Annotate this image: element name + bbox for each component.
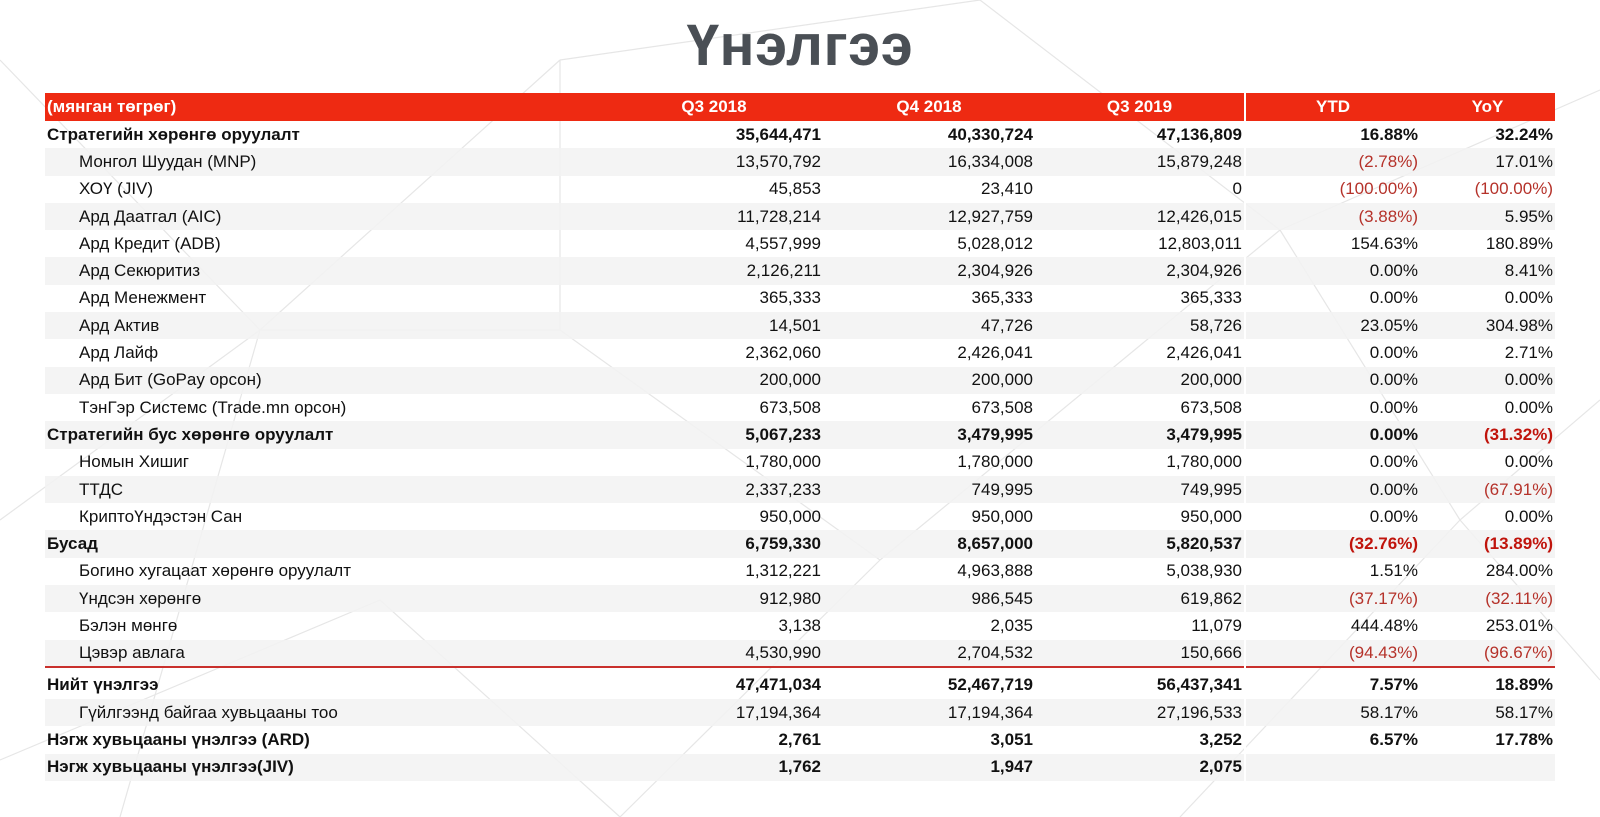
cell-yoy: 18.89%	[1420, 667, 1555, 699]
cell-q3-2019: 5,820,537	[1035, 530, 1245, 557]
table-row	[45, 394, 1555, 421]
cell-q3-2018: 45,853	[769, 179, 821, 199]
valuation-table	[45, 93, 1555, 781]
cell-q4-2018: 1,780,000	[957, 452, 1033, 472]
cell-q3-2019: 5,038,930	[1166, 561, 1242, 581]
cell-q4-2018: 16,334,008	[823, 148, 1035, 175]
cell-ytd: 16.88%	[1245, 121, 1420, 148]
cell-q3-2019: 58,726	[1035, 312, 1245, 339]
row-label: Ард Бит (GoPay орсон)	[45, 367, 605, 394]
table-row	[45, 203, 1555, 230]
cell-yoy: (67.91%)	[1420, 476, 1555, 503]
table-header	[45, 93, 1555, 121]
cell-q3-2018: 3,138	[778, 615, 821, 635]
page-title: Үнэлгээ	[686, 13, 914, 78]
cell-q4-2018: 47,726	[823, 312, 1035, 339]
cell-yoy: (100.00%)	[1474, 179, 1553, 199]
cell-q3-2018: 47,471,034	[605, 667, 823, 699]
cell-ytd: 1.51%	[1245, 558, 1420, 585]
table-row	[45, 148, 1555, 175]
cell-yoy: 180.89%	[1485, 233, 1553, 253]
row-label: Ард Лайф	[79, 343, 159, 363]
cell-ytd: (94.43%)	[1245, 640, 1420, 667]
cell-ytd: 0.00%	[1245, 367, 1420, 394]
table-row	[45, 558, 1555, 585]
header-yoy: YoY	[1471, 97, 1504, 116]
cell-q4-2018: 3,051	[990, 729, 1033, 749]
table-row	[45, 339, 1555, 366]
table-row	[45, 585, 1555, 612]
cell-q3-2018: 13,570,792	[605, 148, 823, 175]
row-label: Стратегийн бус хөрөнгө оруулалт	[45, 421, 605, 448]
cell-ytd: 0.00%	[1245, 421, 1420, 448]
cell-q3-2018: 912,980	[605, 585, 823, 612]
row-label: Ард Кредит (ADB)	[79, 233, 221, 253]
header-q3-2019: Q3 2019	[1106, 97, 1173, 116]
cell-q4-2018: 2,304,926	[823, 257, 1035, 284]
cell-q4-2018: 12,927,759	[823, 203, 1035, 230]
cell-ytd: 0.00%	[1245, 503, 1420, 530]
cell-q3-2019: 619,862	[1035, 585, 1245, 612]
cell-ytd: 0.00%	[1245, 339, 1420, 366]
row-label: Номын Хишиг	[79, 452, 189, 472]
cell-q3-2019: 0	[1232, 179, 1242, 199]
cell-ytd: (3.88%)	[1245, 203, 1420, 230]
table-row	[45, 699, 1555, 726]
valuation-table-container	[45, 93, 1555, 781]
row-label: Ард Даатгал (AIC)	[45, 203, 605, 230]
cell-q3-2019: 47,136,809	[1156, 124, 1242, 144]
cell-yoy: 32.24%	[1495, 124, 1553, 144]
cell-q3-2018: 17,194,364	[605, 699, 823, 726]
row-label: Цэвэр авлага	[45, 640, 605, 667]
cell-yoy: 17.78%	[1495, 729, 1553, 749]
table-row	[45, 503, 1555, 530]
cell-q3-2019: 15,879,248	[1035, 148, 1245, 175]
cell-q3-2018: 673,508	[759, 397, 821, 417]
cell-ytd: 0.00%	[1245, 449, 1420, 476]
cell-ytd: 444.48%	[1245, 612, 1420, 639]
cell-ytd: 0.00%	[1245, 257, 1420, 284]
cell-yoy: 0.00%	[1420, 367, 1555, 394]
header-row	[45, 93, 1555, 121]
cell-q4-2018: 2,704,532	[823, 640, 1035, 667]
cell-q4-2018: 1,947	[823, 754, 1035, 781]
cell-q3-2018: 4,557,999	[745, 233, 821, 253]
cell-q4-2018: 749,995	[823, 476, 1035, 503]
table-row	[45, 754, 1555, 781]
table-row	[45, 285, 1555, 312]
cell-ytd: 23.05%	[1245, 312, 1420, 339]
header-ytd: YTD	[1245, 93, 1420, 121]
cell-q4-2018: 17,194,364	[823, 699, 1035, 726]
cell-q4-2018: 40,330,724	[947, 124, 1033, 144]
table-row	[45, 367, 1555, 394]
row-label: Нэгж хувьцааны үнэлгээ(JIV)	[45, 754, 605, 781]
table-row	[45, 667, 1555, 699]
cell-q3-2019: 749,995	[1035, 476, 1245, 503]
cell-q3-2018: 950,000	[759, 506, 821, 526]
cell-ytd: (37.17%)	[1245, 585, 1420, 612]
row-label: Ард Секюритиз	[45, 257, 605, 284]
cell-q4-2018: 200,000	[823, 367, 1035, 394]
table-row	[45, 257, 1555, 284]
cell-q4-2018: 950,000	[971, 506, 1033, 526]
row-label: Стратегийн хөрөнгө оруулалт	[47, 124, 300, 144]
table-row	[45, 726, 1555, 753]
row-label: КриптоҮндэстэн Сан	[79, 506, 243, 526]
row-label: ТэнГэр Системс (Trade.mn орсон)	[79, 397, 347, 417]
cell-q3-2018: 365,333	[759, 288, 821, 308]
cell-q3-2019: 365,333	[1180, 288, 1242, 308]
cell-ytd: (32.76%)	[1245, 530, 1420, 557]
cell-q4-2018: 673,508	[971, 397, 1033, 417]
cell-yoy: 8.41%	[1420, 257, 1555, 284]
cell-q4-2018: 4,963,888	[957, 561, 1033, 581]
cell-yoy: 284.00%	[1485, 561, 1553, 581]
cell-ytd: 7.57%	[1245, 667, 1420, 699]
cell-q3-2018: 5,067,233	[605, 421, 823, 448]
cell-q3-2019: 2,075	[1035, 754, 1245, 781]
cell-q3-2018: 2,362,060	[745, 343, 821, 363]
cell-yoy: 17.01%	[1420, 148, 1555, 175]
cell-q3-2018: 1,762	[605, 754, 823, 781]
row-label: Ард Актив	[45, 312, 605, 339]
cell-yoy: (32.11%)	[1420, 585, 1555, 612]
cell-q3-2019: 12,426,015	[1035, 203, 1245, 230]
cell-yoy	[1420, 754, 1555, 781]
row-label: Ард Менежмент	[79, 288, 207, 308]
row-label: Бусад	[45, 530, 605, 557]
row-label: Монгол Шуудан (MNP)	[45, 148, 605, 175]
header-q4-2018: Q4 2018	[896, 97, 962, 116]
row-label: Гүйлгээнд байгаа хувьцааны тоо	[45, 699, 605, 726]
cell-yoy: (13.89%)	[1420, 530, 1555, 557]
table-row	[45, 530, 1555, 557]
cell-q4-2018: 2,426,041	[957, 343, 1033, 363]
table-row	[45, 476, 1555, 503]
cell-q3-2018: 1,780,000	[745, 452, 821, 472]
row-label: Нэгж хувьцааны үнэлгээ (ARD)	[47, 729, 310, 749]
row-label: ТТДС	[45, 476, 605, 503]
cell-ytd: 0.00%	[1245, 476, 1420, 503]
cell-ytd: 154.63%	[1245, 230, 1420, 257]
cell-yoy: 0.00%	[1504, 452, 1553, 472]
cell-q3-2018: 11,728,214	[605, 203, 823, 230]
cell-q3-2019: 673,508	[1180, 397, 1242, 417]
row-label: Бэлэн мөнгө	[79, 615, 178, 635]
row-label: Үндсэн хөрөнгө	[45, 585, 605, 612]
cell-q3-2019: 11,079	[1191, 615, 1242, 635]
table-row	[45, 176, 1555, 203]
cell-q4-2018: 23,410	[981, 179, 1033, 199]
cell-q3-2019: 150,666	[1035, 640, 1245, 667]
cell-q3-2018: 1,312,221	[745, 561, 821, 581]
cell-q3-2019: 950,000	[1180, 506, 1242, 526]
cell-yoy: 58.17%	[1420, 699, 1555, 726]
cell-yoy: 0.00%	[1504, 397, 1553, 417]
cell-q4-2018: 5,028,012	[957, 233, 1033, 253]
cell-ytd: 0.00%	[1245, 285, 1420, 312]
table-row	[45, 612, 1555, 639]
cell-yoy: 2.71%	[1504, 343, 1553, 363]
cell-q3-2019: 2,426,041	[1166, 343, 1242, 363]
table-row	[45, 421, 1555, 448]
cell-ytd: 0.00%	[1245, 394, 1420, 421]
table-row	[45, 449, 1555, 476]
cell-q3-2019: 3,479,995	[1035, 421, 1245, 448]
cell-q3-2018: 4,530,990	[605, 640, 823, 667]
cell-ytd: 58.17%	[1245, 699, 1420, 726]
cell-q3-2019: 200,000	[1035, 367, 1245, 394]
row-label: Нийт үнэлгээ	[45, 667, 605, 699]
cell-yoy: 304.98%	[1420, 312, 1555, 339]
cell-q3-2019: 1,780,000	[1166, 452, 1242, 472]
cell-q3-2018: 2,761	[778, 729, 821, 749]
row-label: Богино хугацаат хөрөнгө оруулалт	[79, 561, 351, 581]
cell-q3-2018: 200,000	[605, 367, 823, 394]
cell-ytd: (100.00%)	[1245, 176, 1420, 203]
cell-yoy: 0.00%	[1504, 288, 1553, 308]
cell-q3-2019: 56,437,341	[1035, 667, 1245, 699]
cell-yoy: 253.01%	[1485, 615, 1553, 635]
cell-q3-2019: 3,252	[1199, 729, 1242, 749]
cell-q4-2018: 365,333	[971, 288, 1033, 308]
cell-q3-2018: 14,501	[605, 312, 823, 339]
table-row	[45, 230, 1555, 257]
cell-q3-2018: 2,337,233	[605, 476, 823, 503]
cell-q4-2018: 986,545	[823, 585, 1035, 612]
cell-q3-2018: 6,759,330	[605, 530, 823, 557]
cell-q4-2018: 2,035	[990, 615, 1033, 635]
cell-yoy: (31.32%)	[1420, 421, 1555, 448]
table-row	[45, 312, 1555, 339]
cell-q3-2019: 12,803,011	[1158, 233, 1242, 253]
header-q3-2018: Q3 2018	[681, 97, 747, 116]
table-body	[45, 121, 1555, 781]
cell-q3-2019: 27,196,533	[1035, 699, 1245, 726]
cell-ytd: (2.78%)	[1245, 148, 1420, 175]
cell-q4-2018: 3,479,995	[823, 421, 1035, 448]
table-row	[45, 121, 1555, 148]
row-label: ХОҮ (JIV)	[79, 179, 154, 199]
table-row	[45, 640, 1555, 667]
cell-q4-2018: 52,467,719	[823, 667, 1035, 699]
cell-q3-2018: 35,644,471	[735, 124, 821, 144]
cell-q3-2018: 2,126,211	[605, 257, 823, 284]
cell-yoy: 0.00%	[1504, 506, 1553, 526]
cell-q3-2019: 2,304,926	[1035, 257, 1245, 284]
header-unit: (мянган төгрөг)	[47, 97, 177, 116]
cell-ytd	[1245, 754, 1420, 781]
cell-ytd: 6.57%	[1245, 726, 1420, 753]
cell-q4-2018: 8,657,000	[823, 530, 1035, 557]
cell-yoy: 5.95%	[1420, 203, 1555, 230]
cell-yoy: (96.67%)	[1420, 640, 1555, 667]
